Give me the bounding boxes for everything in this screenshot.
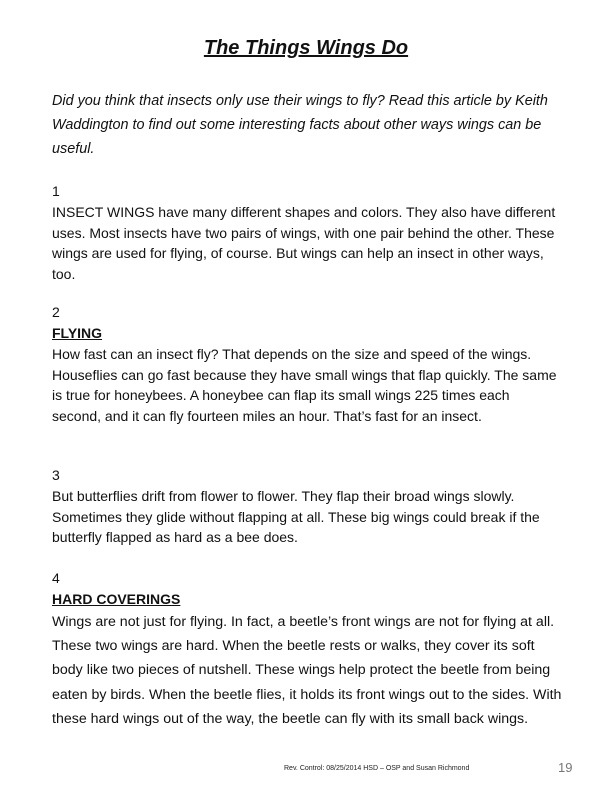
section-text: How fast can an insect fly? That depends on the size and speed of the wings. Houseflies can go fast because they have small wings that flap quickly. The same is true for honeybees. A honeybee can flap its small wings 225 times each second, and it can fly fourteen miles an hour. That’s fast for an insect. [52, 346, 557, 424]
section-text: But butterflies drift from flower to flower. They flap their broad wings slowly. Sometimes they glide without flapping at all. These big wings could break if the butterfly flapped as hard as a bee does. [52, 488, 540, 545]
page-number: 19 [558, 760, 573, 775]
section-text: INSECT WINGS have many different shapes and colors. They also have different uses. Most insects have two pairs of wings, with one pair behind the other. These wings are used for flying, of course. But wings can help an insect in other ways, too. [52, 204, 556, 282]
section-4 [52, 568, 562, 731]
section-heading-hard-coverings: HARD COVERINGS [52, 591, 181, 607]
section-3 [52, 465, 562, 548]
section-number: 3 [52, 467, 60, 483]
section-heading-flying: FLYING [52, 325, 103, 341]
intro-paragraph: Did you think that insects only use their wings to fly? Read this article by Keith Waddington to find out some interesting facts about other ways wings can be useful. [52, 93, 548, 157]
revision-footer: Rev. Control: 08/25/2014 HSD – OSP and Susan Richmond [284, 765, 470, 772]
page-title: The Things Wings Do [203, 37, 409, 59]
section-text: Wings are not just for flying. In fact, a beetle’s front wings are not for flying at all. These two wings are hard. When the beetle rests or walks, they cover its soft body like two pieces of nutshell. These wings help protect the beetle from being eaten by birds. When the beetle flies, it holds its front wings out to the sides. With these hard wings out of the way, the beetle can fly with its small back wings. [52, 614, 562, 727]
section-number: 2 [52, 304, 60, 320]
section-2 [52, 302, 562, 426]
section-number: 1 [52, 183, 60, 199]
section-1 [52, 181, 562, 284]
section-number: 4 [52, 570, 60, 586]
